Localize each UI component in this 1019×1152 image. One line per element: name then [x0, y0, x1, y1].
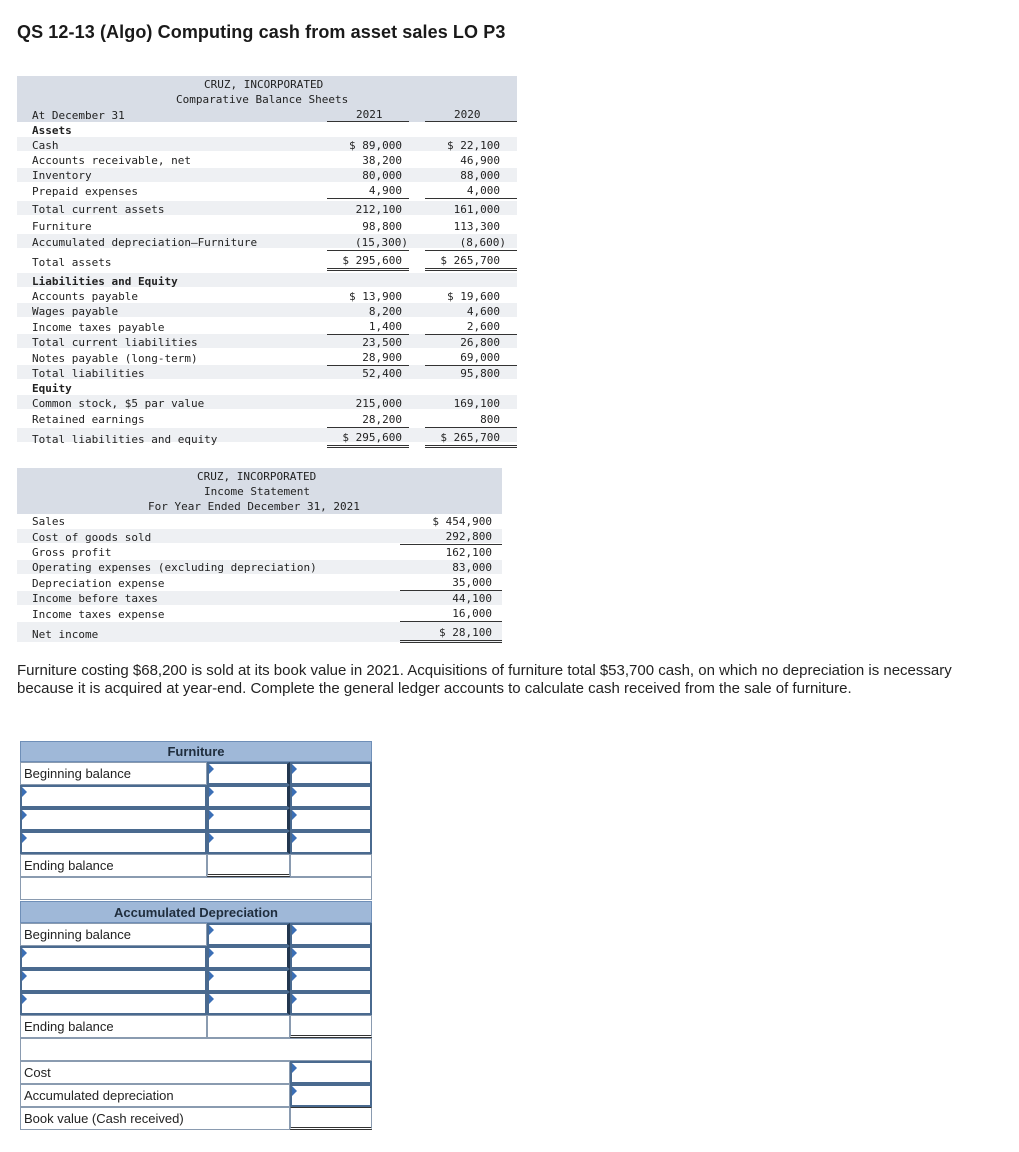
- accdep-ending-label: Ending balance: [20, 1015, 207, 1038]
- value: 44,100: [452, 592, 492, 605]
- value-2020: 2,600: [466, 320, 500, 333]
- row-label: Accumulated depreciation—Furniture: [32, 236, 258, 249]
- spacer-row: [20, 1038, 372, 1061]
- is-statement: Income Statement: [204, 485, 310, 498]
- value-2021: 23,500: [362, 336, 402, 349]
- accdep-credit-input-4[interactable]: [290, 992, 372, 1015]
- accdep-debit-input-1[interactable]: [207, 923, 290, 946]
- row-label: Total assets: [32, 256, 112, 269]
- row-label: Notes payable (long-term): [32, 352, 198, 365]
- row-label: Furniture: [32, 220, 92, 233]
- value-2021: $ 295,600: [342, 254, 402, 267]
- accdep-credit-input-1[interactable]: [290, 923, 372, 946]
- accdep-credit-input-2[interactable]: [290, 946, 372, 969]
- furniture-beginning-label: Beginning balance: [20, 762, 207, 785]
- row-label: Income before taxes: [32, 592, 158, 605]
- accdep-ledger-title: Accumulated Depreciation: [20, 901, 372, 923]
- row-label: Cost of goods sold: [32, 531, 152, 544]
- value-2020: 161,000: [453, 203, 500, 216]
- accdep-label: Accumulated depreciation: [20, 1084, 290, 1107]
- accdep-credit-input-3[interactable]: [290, 969, 372, 992]
- value-2020: $ 22,100: [447, 139, 500, 152]
- value: 16,000: [452, 607, 492, 620]
- value-2020: 4,600: [466, 305, 500, 318]
- value-2021: (15,300): [355, 236, 408, 249]
- value-2021: $ 295,600: [342, 431, 402, 444]
- row-label: Accounts receivable, net: [32, 154, 191, 167]
- value-2020: 113,300: [453, 220, 500, 233]
- is-company: CRUZ, INCORPORATED: [197, 470, 317, 483]
- row-label: Accounts payable: [32, 290, 138, 303]
- row-label: Wages payable: [32, 305, 119, 318]
- value-2020: 26,800: [460, 336, 500, 349]
- value-2021: $ 89,000: [349, 139, 402, 152]
- value-2020: 800: [480, 413, 500, 426]
- furniture-ending-credit: [290, 854, 372, 877]
- book-value-result: [290, 1107, 372, 1130]
- value-2021: 38,200: [362, 154, 402, 167]
- value-2020: 95,800: [460, 367, 500, 380]
- furniture-debit-input-3[interactable]: [207, 808, 290, 831]
- value-2021: 1,400: [368, 320, 402, 333]
- value: 83,000: [452, 561, 492, 574]
- row-label: Total liabilities: [32, 367, 145, 380]
- accdep-debit-input-3[interactable]: [207, 969, 290, 992]
- row-label: Cash: [32, 139, 59, 152]
- accdep-beginning-label: Beginning balance: [20, 923, 207, 946]
- row-label: Total liabilities and equity: [32, 433, 218, 446]
- accdep-ending-debit: [207, 1015, 290, 1038]
- furniture-label-input-4[interactable]: [20, 831, 207, 854]
- furniture-credit-input-4[interactable]: [290, 831, 372, 854]
- furniture-ending-debit: [207, 854, 290, 877]
- value-2020: (8,600): [459, 236, 506, 249]
- cost-input[interactable]: [290, 1061, 372, 1084]
- value: 292,800: [445, 530, 492, 543]
- row-label: Income taxes payable: [32, 321, 165, 334]
- value-2021: 52,400: [362, 367, 402, 380]
- furniture-credit-input-1[interactable]: [290, 762, 372, 785]
- row-label: Inventory: [32, 169, 92, 182]
- row-label: Sales: [32, 515, 66, 528]
- value-2020: $ 19,600: [447, 290, 500, 303]
- value: 35,000: [452, 576, 492, 589]
- accdep-debit-input-4[interactable]: [207, 992, 290, 1015]
- row-label: Net income: [32, 628, 99, 641]
- value: $ 28,100: [439, 626, 492, 639]
- bs-year-2020: 2020: [454, 108, 481, 121]
- furniture-ledger-title: Furniture: [20, 741, 372, 762]
- row-label: Total current assets: [32, 203, 165, 216]
- bs-col-label: At December 31: [32, 109, 125, 122]
- furniture-ending-label: Ending balance: [20, 854, 207, 877]
- value: $ 454,900: [432, 515, 492, 528]
- bs-company: CRUZ, INCORPORATED: [204, 78, 324, 91]
- furniture-debit-input-2[interactable]: [207, 785, 290, 808]
- value-2021: 98,800: [362, 220, 402, 233]
- row-label: Operating expenses (excluding depreciation): [32, 561, 317, 574]
- book-value-label: Book value (Cash received): [20, 1107, 290, 1130]
- value-2020: 46,900: [460, 154, 500, 167]
- value-2020: $ 265,700: [440, 254, 500, 267]
- furniture-debit-input-4[interactable]: [207, 831, 290, 854]
- accdep-input[interactable]: [290, 1084, 372, 1107]
- row-label: Depreciation expense: [32, 577, 165, 590]
- is-period: For Year Ended December 31, 2021: [148, 500, 360, 513]
- furniture-credit-input-2[interactable]: [290, 785, 372, 808]
- instructions-text: Furniture costing $68,200 is sold at its book value in 2021. Acquisitions of furniture total $53,700 cash, on which no depreciation is necessary because it is acquired at year-end. Complete the general ledger accounts to calculate cash received from the sale of furniture.: [17, 662, 952, 697]
- spacer-row: [20, 877, 372, 900]
- row-label: Total current liabilities: [32, 336, 198, 349]
- page-title: QS 12-13 (Algo) Computing cash from asset sales LO P3: [17, 22, 506, 42]
- value-2021: 28,900: [362, 351, 402, 364]
- row-label: Common stock, $5 par value: [32, 397, 205, 410]
- row-label: Income taxes expense: [32, 608, 165, 621]
- value-2020: 69,000: [460, 351, 500, 364]
- accdep-label-input-3[interactable]: [20, 969, 207, 992]
- accdep-ending-credit: [290, 1015, 372, 1038]
- bs-statement: Comparative Balance Sheets: [176, 93, 349, 106]
- value-2021: 215,000: [355, 397, 402, 410]
- row-label: Gross profit: [32, 546, 112, 559]
- value-2021: 212,100: [355, 203, 402, 216]
- section-assets: Assets: [32, 124, 72, 137]
- furniture-label-input-3[interactable]: [20, 808, 207, 831]
- value-2021: 80,000: [362, 169, 402, 182]
- value-2020: 4,000: [466, 184, 500, 197]
- section-liabilities-equity: Liabilities and Equity: [32, 275, 178, 288]
- value-2021: 8,200: [368, 305, 402, 318]
- furniture-credit-input-3[interactable]: [290, 808, 372, 831]
- accdep-label-input-2[interactable]: [20, 946, 207, 969]
- bs-year-2021: 2021: [356, 108, 383, 121]
- value-2021: 28,200: [362, 413, 402, 426]
- value-2021: 4,900: [368, 184, 402, 197]
- section-equity: Equity: [32, 382, 72, 395]
- furniture-label-input-2[interactable]: [20, 785, 207, 808]
- row-label: Retained earnings: [32, 413, 145, 426]
- furniture-debit-input-1[interactable]: [207, 762, 290, 785]
- cost-label: Cost: [20, 1061, 290, 1084]
- value-2020: $ 265,700: [440, 431, 500, 444]
- value-2020: 88,000: [460, 169, 500, 182]
- value-2021: $ 13,900: [349, 290, 402, 303]
- value-2020: 169,100: [453, 397, 500, 410]
- accdep-label-input-4[interactable]: [20, 992, 207, 1015]
- value: 162,100: [445, 546, 492, 559]
- accdep-debit-input-2[interactable]: [207, 946, 290, 969]
- row-label: Prepaid expenses: [32, 185, 138, 198]
